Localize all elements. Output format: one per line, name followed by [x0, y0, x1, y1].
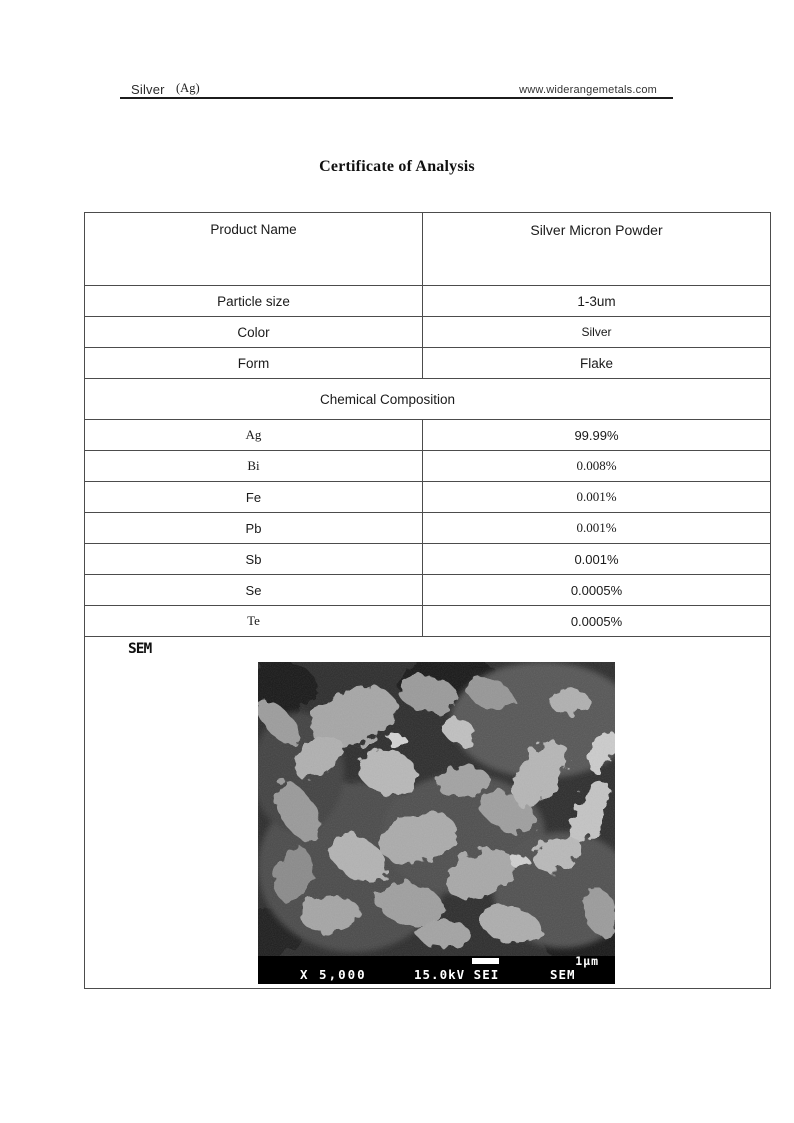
- sem-micrograph-image: [258, 662, 615, 956]
- element-value-se: 0.0005%: [423, 575, 771, 606]
- element-symbol-pb: Pb: [85, 513, 423, 544]
- element-value-bi: 0.008%: [423, 451, 771, 482]
- table-row: [85, 606, 771, 637]
- certificate-table: [84, 212, 771, 989]
- particle-size-value: 1-3um: [423, 286, 771, 317]
- sem-row: [85, 637, 771, 989]
- color-value: Silver: [423, 317, 771, 348]
- table-row: [85, 451, 771, 482]
- table-row: [85, 544, 771, 575]
- table-row: [85, 482, 771, 513]
- element-symbol-te: Te: [85, 606, 423, 637]
- letterhead-product-name: Silver: [131, 82, 165, 97]
- page-title: Certificate of Analysis: [319, 158, 475, 175]
- table-row: [85, 286, 771, 317]
- element-value-fe: 0.001%: [423, 482, 771, 513]
- table-row: [85, 213, 771, 286]
- chemical-composition-header: [85, 379, 771, 420]
- element-symbol-fe: Fe: [85, 482, 423, 513]
- element-symbol-sb: Sb: [85, 544, 423, 575]
- form-value: Flake: [423, 348, 771, 379]
- product-name-value: Silver Micron Powder: [423, 213, 771, 286]
- table-section-row: [85, 379, 771, 420]
- form-label: Form: [85, 348, 423, 379]
- element-symbol-ag: Ag: [85, 420, 423, 451]
- letterhead-rule: [120, 97, 673, 99]
- letterhead-element-symbol: (Ag): [176, 81, 200, 95]
- sem-mode: SEM: [550, 967, 576, 982]
- element-value-pb: 0.001%: [423, 513, 771, 544]
- sem-figure: [258, 662, 615, 984]
- sem-voltage-detector: 15.0kV SEI: [414, 967, 500, 982]
- letterhead-website: www.widerangemetals.com: [519, 84, 657, 96]
- table-row: [85, 348, 771, 379]
- sem-scale-label: 1µm: [575, 954, 599, 968]
- table-row: [85, 317, 771, 348]
- product-name-label: Product Name: [85, 213, 423, 286]
- table-row: [85, 420, 771, 451]
- element-value-ag: 99.99%: [423, 420, 771, 451]
- element-value-sb: 0.001%: [423, 544, 771, 575]
- sem-magnification: X 5,000: [300, 967, 367, 982]
- table-row: [85, 575, 771, 606]
- table-row: [85, 513, 771, 544]
- particle-size-label: Particle size: [85, 286, 423, 317]
- element-symbol-bi: Bi: [85, 451, 423, 482]
- sem-caption-bar: [258, 956, 615, 984]
- color-label: Color: [85, 317, 423, 348]
- sem-section-label: SEM: [128, 641, 152, 657]
- element-value-te: 0.0005%: [423, 606, 771, 637]
- chemical-composition-header-text: Chemical Composition: [319, 391, 456, 407]
- sem-cell: [85, 637, 771, 989]
- element-symbol-se: Se: [85, 575, 423, 606]
- sem-scale-bar: [472, 958, 499, 964]
